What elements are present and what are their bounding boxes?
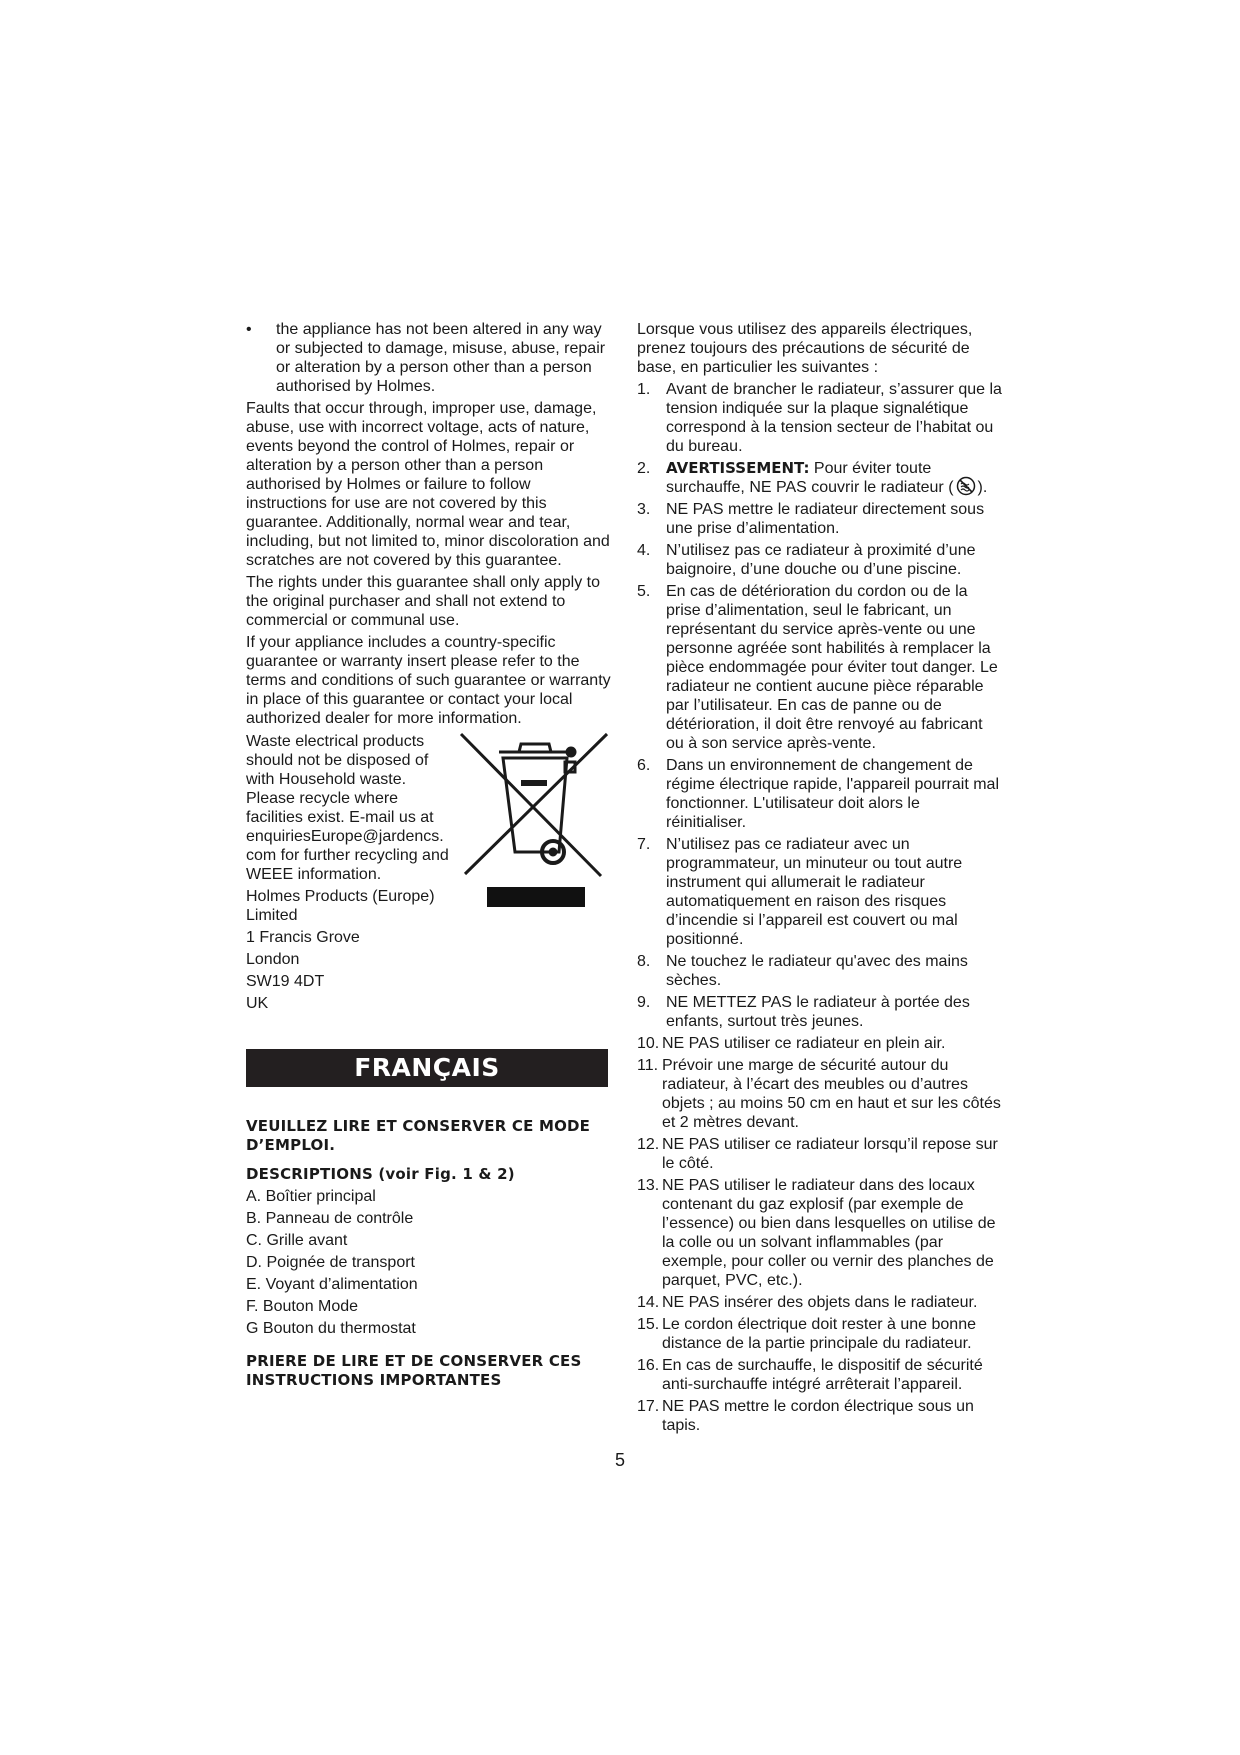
- paragraph-country-specific: If your appliance includes a country-specific guarantee or warranty insert please refer to the terms and conditions of such guarantee or warranty in place of this guarantee or contact your local authorized dealer for more information.: [246, 634, 611, 727]
- item-text: En cas de détérioration du cordon ou de la prise d’alimentation, seul le fabricant, un représentant du service après-vente ou une personne agréée sont habilités à remplacer la pièce endommagée pour éviter tout danger. Le radiateur ne contient aucune pièce réparable par l’utilisateur. En cas de panne ou de détérioration, il doit être renvoyé au fabricant ou à son service après-vente.: [666, 583, 998, 752]
- safety-intro: Lorsque vous utilisez des appareils électriques, prenez toujours des précautions de sécurité de base, en particulier les suivantes :: [637, 321, 973, 376]
- list-item: [637, 1034, 1002, 1053]
- waste-section: [246, 732, 611, 1013]
- address-line: 1 Francis Grove: [246, 929, 360, 946]
- list-item: [637, 1293, 1002, 1312]
- warning-text: Pour éviter toute surchauffe, NE PAS couvrir le radiateur (: [666, 460, 954, 496]
- item-number: 4.: [637, 542, 651, 559]
- item-text: NE PAS utiliser ce radiateur lorsqu’il repose sur le côté.: [662, 1136, 998, 1172]
- list-item: [637, 1397, 1002, 1435]
- list-item: [637, 1176, 1002, 1290]
- item-number: 8.: [637, 953, 651, 970]
- list-item: [637, 1056, 1002, 1132]
- list-item: [637, 1135, 1002, 1173]
- item-number: 11.: [637, 1057, 659, 1074]
- item-number: 3.: [637, 501, 651, 518]
- list-item: D. Poignée de transport: [246, 1254, 415, 1271]
- item-text: NE METTEZ PAS le radiateur à portée des enfants, surtout très jeunes.: [666, 994, 970, 1030]
- item-number: 6.: [637, 757, 651, 774]
- list-item: [637, 1315, 1002, 1353]
- list-item: [637, 582, 1002, 753]
- warning-label: AVERTISSEMENT:: [666, 459, 810, 477]
- bullet-item: [246, 320, 611, 396]
- bullet-text: the appliance has not been altered in any way or subjected to damage, misuse, abuse, repair or alteration by a person other than a person authorised by Holmes.: [276, 321, 606, 395]
- bullet-marker: •: [246, 321, 252, 338]
- descriptions-list: [246, 1187, 611, 1338]
- item-text: Prévoir une marge de sécurité autour du radiateur, à l’écart des meubles ou d’autres objets ; au moins 50 cm en haut et sur les côtés et 2 mètres devant.: [662, 1057, 1001, 1131]
- item-number: 12.: [637, 1136, 660, 1153]
- address-line: London: [246, 951, 300, 968]
- list-item: [637, 500, 1002, 538]
- item-number: 10.: [637, 1035, 660, 1052]
- item-number: 14.: [637, 1294, 660, 1311]
- item-text: N’utilisez pas ce radiateur avec un programmateur, un minuteur ou tout autre instrument qui allumerait le radiateur automatiquement en raison des risques d’incendie si l’appareil est couvert ou mal positionné.: [666, 836, 963, 948]
- item-number: 15.: [637, 1316, 660, 1333]
- item-number: 16.: [637, 1357, 660, 1374]
- heading-descriptions: DESCRIPTIONS (voir Fig. 1 & 2): [246, 1165, 515, 1183]
- item-text: NE PAS utiliser le radiateur dans des locaux contenant du gaz explosif (par exemple de l’essence) ou bien dans lesquelles on utilise de la colle ou un solvant inflammables (par exemple, pour coller ou vernir des planches de parquet, PVC, etc.).: [662, 1177, 996, 1289]
- item-text: [666, 459, 1002, 497]
- item-text: NE PAS insérer des objets dans le radiateur.: [662, 1294, 978, 1311]
- left-column: [246, 320, 611, 1393]
- list-item: [637, 380, 1002, 456]
- list-item: [637, 993, 1002, 1031]
- item-text: Le cordon électrique doit rester à une bonne distance de la partie principale du radiateur.: [662, 1316, 976, 1352]
- item-text: Dans un environnement de changement de régime électrique rapide, l'appareil pourrait mal fonctionner. L'utilisateur doit alors le réinitialiser.: [666, 757, 999, 831]
- item-number: 7.: [637, 836, 651, 853]
- item-text: Ne touchez le radiateur qu'avec des mains sèches.: [666, 953, 968, 989]
- crossed-out-wheelie-bin-icon: [459, 732, 609, 910]
- address-line: UK: [246, 995, 269, 1012]
- list-item: [637, 835, 1002, 949]
- item-text: NE PAS mettre le radiateur directement sous une prise d’alimentation.: [666, 501, 985, 537]
- item-number: 9.: [637, 994, 651, 1011]
- list-item-warning: [637, 459, 1002, 497]
- list-item: [637, 541, 1002, 579]
- list-item: A. Boîtier principal: [246, 1188, 376, 1205]
- safety-list: [637, 380, 1002, 1435]
- list-item: E. Voyant d’alimentation: [246, 1276, 418, 1293]
- list-item: G Bouton du thermostat: [246, 1320, 416, 1337]
- item-number: 5.: [637, 583, 651, 600]
- paragraph-faults: Faults that occur through, improper use, damage, abuse, use with incorrect voltage, acts of nature, events beyond the control of Holmes, repair or alteration by a person other than a person authorised by Holmes or failure to follow instructions for use are not covered by this guarantee. Additionally, normal wear and tear, including, but not limited to, minor discoloration and scratches are not covered by this guarantee.: [246, 400, 610, 569]
- heading-important-instructions: PRIERE DE LIRE ET DE CONSERVER CES INSTRUCTIONS IMPORTANTES: [246, 1352, 582, 1389]
- item-text: NE PAS mettre le cordon électrique sous un tapis.: [662, 1398, 974, 1434]
- item-number: 1.: [637, 381, 651, 398]
- address-line: Holmes Products (Europe) Limited: [246, 888, 435, 924]
- heading-read-instructions: VEUILLEZ LIRE ET CONSERVER CE MODE D’EMPLOI.: [246, 1117, 591, 1154]
- item-text: N’utilisez pas ce radiateur à proximité d’une baignoire, d’une douche ou d’une piscine.: [666, 542, 976, 578]
- list-item: [637, 756, 1002, 832]
- list-item: F. Bouton Mode: [246, 1298, 359, 1315]
- item-number: 13.: [637, 1177, 660, 1194]
- warning-text-end: ).: [977, 479, 988, 496]
- item-number: 17.: [637, 1398, 660, 1415]
- do-not-cover-icon: [956, 476, 976, 496]
- item-text: En cas de surchauffe, le dispositif de sécurité anti-surchauffe intégré arrêterait l’appareil.: [662, 1357, 983, 1393]
- language-banner: FRANÇAIS: [246, 1049, 608, 1087]
- item-number: 2.: [637, 460, 651, 477]
- list-item: B. Panneau de contrôle: [246, 1210, 414, 1227]
- list-item: [637, 1356, 1002, 1394]
- item-text: NE PAS utiliser ce radiateur en plein air.: [662, 1035, 946, 1052]
- list-item: [637, 952, 1002, 990]
- paragraph-rights: The rights under this guarantee shall only apply to the original purchaser and shall not extend to commercial or communal use.: [246, 574, 600, 629]
- address-line: SW19 4DT: [246, 973, 325, 990]
- item-text: Avant de brancher le radiateur, s’assurer que la tension indiquée sur la plaque signalétique correspond à la tension secteur de l’habitat ou du bureau.: [666, 381, 1002, 455]
- right-column: [637, 320, 1002, 1438]
- page-number: 5: [614, 1450, 625, 1470]
- waste-text: Waste electrical products should not be disposed of with Household waste. Please recycle where facilities exist. E-mail us at enquiriesEurope@jardencs. com for further recycling and WEEE information.: [246, 733, 449, 883]
- list-item: C. Grille avant: [246, 1232, 348, 1249]
